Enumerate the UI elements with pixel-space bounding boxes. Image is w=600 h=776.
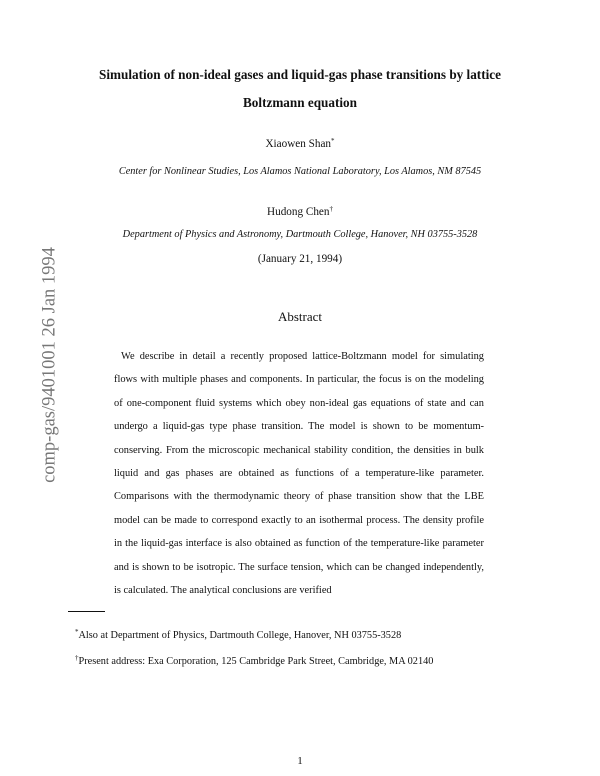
footnote-2-text: Present address: Exa Corporation, 125 Cambridge Park Street, Cambridge, MA 02140	[78, 656, 434, 667]
author-1	[60, 138, 540, 150]
footnote-2	[75, 656, 433, 667]
paper-title-line-1: Simulation of non-ideal gases and liquid-gas phase transitions by lattice	[99, 67, 501, 82]
author-2-footnote-mark: †	[329, 205, 333, 213]
footnote-1	[75, 630, 401, 641]
author-1-affiliation: Center for Nonlinear Studies, Los Alamos National Laboratory, Los Alamos, NM 87545	[118, 166, 482, 177]
abstract-body: We describe in detail a recently proposed lattice-Boltzmann model for simulating flows with multiple phases and components. In particular, the focus is on the modeling of one-component fluid systems which obey non-ideal gas equations of state and can undergo a liquid-gas type phase transition. The model is shown to be momentum-conserving. From the microscopic mechanical stability condition, the densities in bulk liquid and gas phases are obtained as functions of a temperature-like parameter. Comparisons with the thermodynamic theory of phase transition show that the LBE model can be made to correspond exactly to an isothermal process. The density profile in the liquid-gas interface is also obtained as function of the temperature-like parameter and is shown to be isotropic. The surface tension, which can be changed independently, is calculated. The analytical conclusions are verified	[114, 351, 484, 597]
abstract-heading: Abstract	[277, 309, 323, 324]
footnote-1-text: Also at Department of Physics, Dartmouth College, Hanover, NH 03755-3528	[78, 630, 402, 641]
page-number: 1	[297, 755, 303, 767]
footnote-2-mark: †	[75, 654, 79, 662]
author-2-affiliation: Department of Physics and Astronomy, Dartmouth College, Hanover, NH 03755-3528	[122, 229, 478, 240]
footnote-1-mark: *	[75, 628, 79, 636]
paper-title-line-2: Boltzmann equation	[243, 95, 357, 110]
author-2	[60, 206, 540, 218]
author-1-name: Xiaowen Shan	[265, 138, 332, 150]
arxiv-identifier-stamp: comp-gas/9401001 26 Jan 1994	[39, 247, 60, 483]
paper-date: (January 21, 1994)	[257, 253, 343, 265]
footnote-separator	[68, 611, 105, 612]
author-1-footnote-mark: *	[331, 137, 335, 145]
author-2-name: Hudong Chen	[267, 206, 330, 218]
